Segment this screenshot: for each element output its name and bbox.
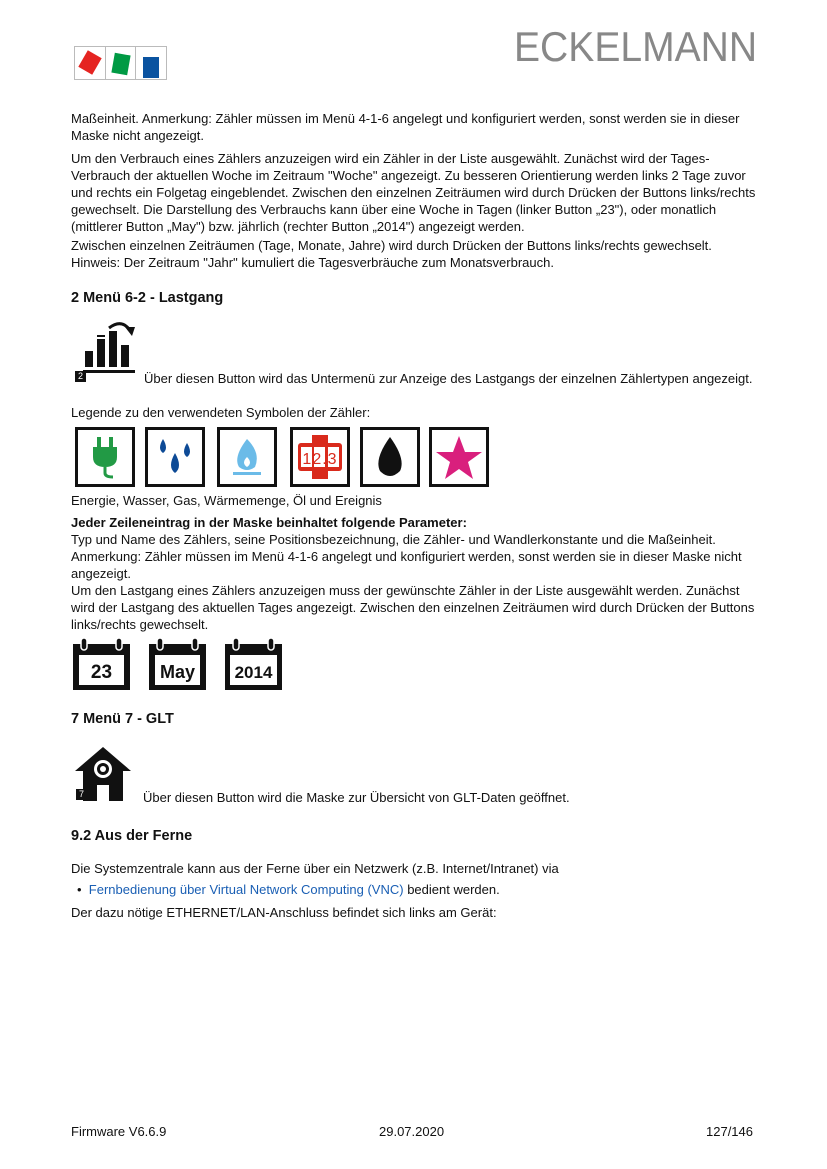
legend-caption: Energie, Wasser, Gas, Wärmemenge, Öl und Ereignis: [71, 493, 382, 508]
meter-symbol-legend: [75, 427, 495, 487]
gas-flame-icon: [217, 427, 277, 487]
calendar-buttons: [73, 638, 293, 692]
heat-meter-icon: [290, 427, 350, 487]
calendar-month-button[interactable]: [149, 638, 206, 690]
params-title: Jeder Zeileneintrag in der Maske beinhaltet folgende Parameter:: [71, 515, 467, 530]
intro-paragraph-3: Zwischen einzelnen Zeiträumen (Tage, Monate, Jahre) wird durch Drücken der Buttons links/rechts gewechselt. Hinweis: Der Zeitraum "Jahr" kumuliert die Tagesverbräuche zum Monatsverbrauch.: [71, 238, 712, 270]
footer-version: Firmware V6.6.9: [71, 1124, 167, 1139]
calendar-day-button[interactable]: [73, 638, 130, 690]
params-text-2: Um den Lastgang eines Zählers anzuzeigen muss der gewünschte Zähler in der Liste ausgewählt werden. Zunächst wird der Lastgang des aktuellen Tages angezeigt. Zwischen den einzelnen Zeiträumen wird durch Drücken der Buttons links/rechts gewechselt.: [71, 583, 755, 632]
bullet-marker: •: [77, 882, 89, 897]
params-text: Typ und Name des Zählers, seine Positionsbezeichnung, die Zähler- und Wandlerkonstante und die Maßeinheit. Anmerkung: Zähler müssen im Menü 4-1-6 angelegt und konfiguriert werden, sonst werden sie in dieser Maske nicht angezeigt.: [71, 532, 742, 581]
heading-glt: 7 Menü 7 - GLT: [71, 711, 174, 727]
heading-lastgang: 2 Menü 6-2 - Lastgang: [71, 290, 224, 306]
menu-number-badge: 7: [76, 789, 87, 800]
oil-drop-icon: [360, 427, 420, 487]
eckelmann-logo-squares: [74, 46, 167, 80]
heading-aus-der-ferne: 9.2 Aus der Ferne: [71, 828, 193, 844]
legend-title: Legende zu den verwendeten Symbolen der Zähler:: [71, 405, 371, 420]
calendar-year-button[interactable]: [225, 638, 282, 690]
lastgang-button-description: Über diesen Button wird das Untermenü zur Anzeige des Lastgangs der einzelnen Zählertypen angezeigt.: [144, 371, 753, 386]
calendar-day-label: 23: [90, 662, 113, 683]
footer-date: 29.07.2020: [379, 1124, 445, 1139]
calendar-month-label: May: [159, 662, 196, 682]
vnc-link[interactable]: Fernbedienung über Virtual Network Computing (VNC): [88, 882, 404, 897]
plug-icon: [75, 427, 135, 487]
heat-meter-reading: 12.3: [302, 451, 338, 468]
ferne-bullet: [71, 881, 767, 898]
menu-number-badge: 2: [75, 371, 86, 382]
brand-name: ECKELMANN: [514, 23, 758, 70]
glt-house-gear-icon: [73, 745, 133, 803]
footer-page-number: 127/146: [706, 1124, 753, 1139]
intro-paragraph-2: Um den Verbrauch eines Zählers anzuzeigen wird ein Zähler in der Liste ausgewählt. Zunächst wird der Tages-Verbrauch der aktuellen Woche im Zeitraum "Woche" angezeigt. Zu besseren Orientierung werden links 2 Tage zuvor und rechts ein Folgetag eingeblendet. Zwischen den einzelnen Zeiträumen wird durch Drücken der Buttons links/rechts gewechselt. Die Darstellung des Verbrauchs kann über eine Woche in Tagen (linker Button „23"), oder monatlich (mittlerer Button „May") bzw. jährlich (rechter Button „2014") angezeigt werden.: [71, 151, 756, 234]
glt-button-description: Über diesen Button wird die Maske zur Übersicht von GLT-Daten geöffnet.: [143, 790, 570, 805]
calendar-year-label: 2014: [234, 663, 273, 682]
water-drops-icon: [145, 427, 205, 487]
ferne-paragraph-2: Der dazu nötige ETHERNET/LAN-Anschluss befindet sich links am Gerät:: [71, 905, 497, 920]
bullet-text: bedient werden.: [403, 882, 500, 897]
intro-paragraph-1: Maßeinheit. Anmerkung: Zähler müssen im Menü 4-1-6 angelegt und konfiguriert werden, sonst werden sie in dieser Maske nicht angezeigt.: [71, 111, 740, 143]
ferne-paragraph-1: Die Systemzentrale kann aus der Ferne über ein Netzwerk (z.B. Internet/Intranet) via: [71, 861, 559, 876]
star-icon: [429, 427, 489, 487]
